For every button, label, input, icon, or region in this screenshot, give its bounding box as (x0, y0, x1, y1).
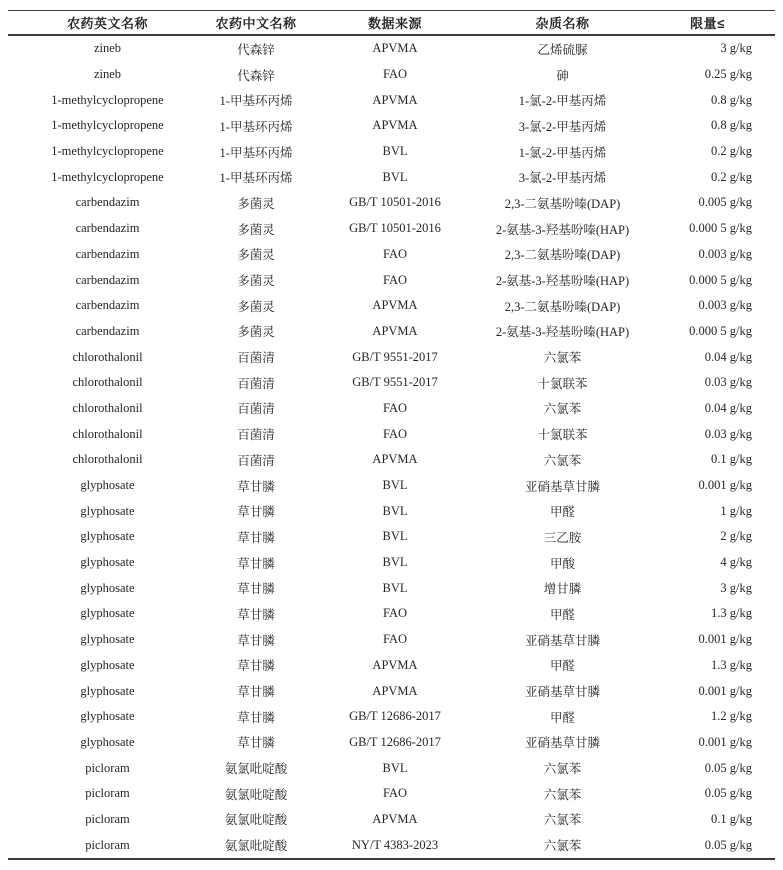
cell-pesticide-en: 1-methylcyclopropene (51, 169, 164, 184)
cell-impurity: 亚硝基草甘膦 (524, 736, 600, 751)
cell-pesticide-en: picloram (85, 760, 130, 775)
table-row (8, 216, 775, 242)
table-row (8, 370, 775, 396)
cell-source: BVL (382, 555, 408, 570)
cell-limit: 0.03 g/kg (704, 426, 752, 441)
cell-pesticide-cn: 草甘膦 (237, 479, 275, 494)
cell-source: BVL (382, 580, 408, 595)
cell-source: BVL (382, 529, 408, 544)
cell-source: FAO (382, 786, 408, 801)
cell-limit: 0.001 g/kg (698, 478, 752, 493)
table-row (8, 601, 775, 627)
table-row (8, 704, 775, 730)
cell-limit: 0.005 g/kg (698, 195, 752, 210)
cell-pesticide-cn: 草甘膦 (237, 582, 275, 597)
cell-source: GB/T 12686-2017 (349, 734, 441, 749)
cell-source: FAO (382, 426, 408, 441)
cell-impurity: 甲醛 (549, 607, 575, 622)
cell-pesticide-cn: 草甘膦 (237, 710, 275, 725)
table-row (8, 498, 775, 524)
cell-impurity: 十氯联苯 (537, 428, 588, 443)
cell-source: GB/T 10501-2016 (349, 195, 441, 210)
table-row (8, 35, 775, 62)
cell-limit: 1.3 g/kg (711, 657, 752, 672)
table-row (8, 807, 775, 833)
cell-pesticide-en: carbendazim (75, 298, 140, 313)
cell-pesticide-en: carbendazim (75, 272, 140, 287)
cell-source: FAO (382, 606, 408, 621)
cell-pesticide-en: glyphosate (80, 503, 135, 518)
table-row (8, 293, 775, 319)
table-row (8, 781, 775, 807)
cell-limit: 0.04 g/kg (704, 400, 752, 415)
cell-limit: 0.05 g/kg (704, 837, 752, 852)
cell-limit: 2 g/kg (720, 529, 752, 544)
cell-source: APVMA (372, 118, 418, 133)
column-header-pesticide-cn: 农药中文名称 (215, 16, 297, 31)
table-row (8, 113, 775, 139)
cell-pesticide-en: carbendazim (75, 323, 140, 338)
cell-impurity: 甲醛 (549, 710, 575, 725)
cell-limit: 0.05 g/kg (704, 760, 752, 775)
cell-source: APVMA (372, 657, 418, 672)
cell-source: FAO (382, 632, 408, 647)
table-row (8, 832, 775, 859)
cell-source: APVMA (372, 92, 418, 107)
cell-impurity: 3-氯-2-甲基丙烯 (518, 171, 607, 186)
cell-impurity: 三乙胺 (543, 530, 582, 545)
cell-limit: 0.2 g/kg (711, 169, 752, 184)
cell-limit: 0.003 g/kg (698, 298, 752, 313)
cell-pesticide-en: glyphosate (80, 657, 135, 672)
cell-limit: 0.000 5 g/kg (689, 323, 752, 338)
cell-pesticide-en: chlorothalonil (72, 375, 143, 390)
cell-impurity: 1-氯-2-甲基丙烯 (518, 94, 607, 109)
table-row (8, 319, 775, 345)
cell-limit: 0.8 g/kg (711, 118, 752, 133)
cell-impurity: 2-氨基-3-羟基吩嗪(HAP) (495, 274, 630, 289)
cell-impurity: 六氯苯 (543, 813, 582, 828)
cell-source: GB/T 9551-2017 (352, 375, 438, 390)
cell-pesticide-en: glyphosate (80, 478, 135, 493)
cell-impurity: 六氯苯 (543, 839, 582, 854)
table-row (8, 755, 775, 781)
cell-pesticide-cn: 草甘膦 (237, 607, 275, 622)
cell-impurity: 1-氯-2-甲基丙烯 (518, 145, 607, 160)
cell-pesticide-cn: 草甘膦 (237, 505, 275, 520)
cell-pesticide-en: 1-methylcyclopropene (51, 144, 164, 159)
cell-pesticide-en: chlorothalonil (72, 452, 143, 467)
header-row (8, 11, 775, 36)
cell-pesticide-en: chlorothalonil (72, 400, 143, 415)
cell-pesticide-cn: 百菌清 (237, 453, 275, 468)
table-row (8, 627, 775, 653)
cell-pesticide-cn: 1-甲基环丙烯 (219, 171, 293, 186)
cell-pesticide-en: chlorothalonil (72, 426, 143, 441)
table-row (8, 164, 775, 190)
cell-limit: 3 g/kg (720, 580, 752, 595)
table-row (8, 421, 775, 447)
cell-impurity: 六氯苯 (543, 453, 582, 468)
cell-pesticide-cn: 草甘膦 (237, 736, 275, 751)
cell-impurity: 亚硝基草甘膦 (524, 685, 600, 700)
table-body (8, 35, 775, 859)
cell-limit: 3 g/kg (720, 41, 752, 56)
cell-pesticide-en: picloram (85, 837, 130, 852)
cell-impurity: 2,3-二氨基吩嗪(DAP) (504, 299, 621, 314)
cell-pesticide-cn: 代森锌 (237, 68, 275, 83)
cell-limit: 0.04 g/kg (704, 349, 752, 364)
table-row (8, 653, 775, 679)
cell-pesticide-cn: 1-甲基环丙烯 (219, 94, 293, 109)
cell-source: BVL (382, 760, 408, 775)
cell-pesticide-cn: 多菌灵 (237, 248, 275, 263)
cell-source: APVMA (372, 41, 418, 56)
cell-limit: 1.2 g/kg (711, 709, 752, 724)
cell-impurity: 十氯联苯 (537, 376, 588, 391)
cell-impurity: 亚硝基草甘膦 (524, 633, 600, 648)
cell-pesticide-cn: 百菌清 (237, 402, 275, 417)
cell-source: APVMA (372, 452, 418, 467)
cell-source: GB/T 10501-2016 (349, 221, 441, 236)
cell-pesticide-en: zineb (93, 67, 122, 82)
cell-limit: 0.001 g/kg (698, 683, 752, 698)
cell-source: APVMA (372, 811, 418, 826)
cell-pesticide-cn: 百菌清 (237, 351, 275, 366)
cell-pesticide-en: glyphosate (80, 555, 135, 570)
cell-impurity: 甲酸 (549, 556, 575, 571)
cell-limit: 0.001 g/kg (698, 632, 752, 647)
table-row (8, 62, 775, 88)
column-header-pesticide-en: 农药英文名称 (66, 16, 148, 31)
cell-limit: 0.05 g/kg (704, 786, 752, 801)
table-row (8, 678, 775, 704)
cell-impurity: 增甘膦 (543, 582, 582, 597)
cell-impurity: 六氯苯 (543, 787, 582, 802)
cell-limit: 4 g/kg (720, 555, 752, 570)
cell-pesticide-en: zineb (93, 41, 122, 56)
cell-pesticide-cn: 草甘膦 (237, 633, 275, 648)
cell-pesticide-en: chlorothalonil (72, 349, 143, 364)
cell-source: GB/T 12686-2017 (349, 709, 441, 724)
cell-pesticide-cn: 草甘膦 (237, 659, 275, 674)
cell-pesticide-cn: 多菌灵 (237, 325, 275, 340)
cell-source: FAO (382, 67, 408, 82)
cell-source: FAO (382, 400, 408, 415)
table-row (8, 87, 775, 113)
cell-impurity: 六氯苯 (543, 351, 582, 366)
table-row (8, 139, 775, 165)
cell-pesticide-en: glyphosate (80, 683, 135, 698)
cell-pesticide-en: glyphosate (80, 580, 135, 595)
cell-pesticide-en: carbendazim (75, 246, 140, 261)
table-row (8, 550, 775, 576)
cell-pesticide-cn: 草甘膦 (237, 685, 275, 700)
cell-pesticide-en: glyphosate (80, 632, 135, 647)
cell-limit: 0.8 g/kg (711, 92, 752, 107)
cell-source: BVL (382, 144, 408, 159)
cell-source: NY/T 4383-2023 (351, 837, 439, 852)
cell-pesticide-en: picloram (85, 811, 130, 826)
cell-source: APVMA (372, 683, 418, 698)
cell-source: FAO (382, 246, 408, 261)
cell-impurity: 砷 (556, 68, 569, 83)
cell-limit: 0.2 g/kg (711, 144, 752, 159)
table-row (8, 524, 775, 550)
cell-source: BVL (382, 169, 408, 184)
cell-pesticide-en: glyphosate (80, 606, 135, 621)
cell-impurity: 甲醛 (549, 659, 575, 674)
cell-pesticide-cn: 代森锌 (237, 42, 275, 57)
table-row (8, 190, 775, 216)
cell-pesticide-cn: 1-甲基环丙烯 (219, 145, 293, 160)
cell-source: APVMA (372, 323, 418, 338)
cell-pesticide-en: glyphosate (80, 709, 135, 724)
cell-pesticide-cn: 氨氯吡啶酸 (224, 839, 288, 854)
table-row (8, 730, 775, 756)
table-row (8, 396, 775, 422)
table-row (8, 473, 775, 499)
cell-pesticide-cn: 1-甲基环丙烯 (219, 119, 293, 134)
cell-source: GB/T 9551-2017 (352, 349, 438, 364)
cell-limit: 0.001 g/kg (698, 734, 752, 749)
cell-impurity: 3-氯-2-甲基丙烯 (518, 119, 607, 134)
table-row (8, 447, 775, 473)
cell-pesticide-cn: 氨氯吡啶酸 (224, 762, 288, 777)
cell-limit: 0.000 5 g/kg (689, 272, 752, 287)
cell-impurity: 2,3-二氨基吩嗪(DAP) (504, 196, 621, 211)
cell-pesticide-cn: 百菌清 (237, 428, 275, 443)
cell-impurity: 2-氨基-3-羟基吩嗪(HAP) (495, 325, 630, 340)
cell-impurity: 六氯苯 (543, 762, 582, 777)
cell-impurity: 甲醛 (549, 505, 575, 520)
cell-pesticide-en: picloram (85, 786, 130, 801)
cell-pesticide-cn: 多菌灵 (237, 222, 275, 237)
cell-limit: 0.1 g/kg (711, 811, 752, 826)
cell-impurity: 乙烯硫脲 (537, 42, 588, 57)
cell-pesticide-cn: 草甘膦 (237, 530, 275, 545)
cell-impurity: 亚硝基草甘膦 (524, 479, 600, 494)
cell-limit: 1 g/kg (720, 503, 752, 518)
cell-limit: 0.000 5 g/kg (689, 221, 752, 236)
cell-pesticide-en: carbendazim (75, 221, 140, 236)
cell-source: APVMA (372, 298, 418, 313)
cell-pesticide-cn: 草甘膦 (237, 556, 275, 571)
cell-pesticide-en: carbendazim (75, 195, 140, 210)
table-row (8, 242, 775, 268)
cell-source: FAO (382, 272, 408, 287)
cell-impurity: 2-氨基-3-羟基吩嗪(HAP) (495, 222, 630, 237)
cell-pesticide-cn: 多菌灵 (237, 196, 275, 211)
cell-impurity: 六氯苯 (543, 402, 582, 417)
cell-pesticide-cn: 多菌灵 (237, 274, 275, 289)
cell-impurity: 2,3-二氨基吩嗪(DAP) (504, 248, 621, 263)
cell-limit: 1.3 g/kg (711, 606, 752, 621)
column-header-impurity: 杂质名称 (535, 16, 590, 31)
cell-limit: 0.003 g/kg (698, 246, 752, 261)
cell-limit: 0.25 g/kg (704, 67, 752, 82)
table-row (8, 267, 775, 293)
table-row (8, 344, 775, 370)
cell-pesticide-cn: 百菌清 (237, 376, 275, 391)
cell-pesticide-cn: 氨氯吡啶酸 (224, 813, 288, 828)
cell-pesticide-cn: 多菌灵 (237, 299, 275, 314)
pesticide-impurity-limits-table-wrap (8, 10, 775, 860)
pesticide-impurity-limits-table (8, 10, 775, 860)
table-row (8, 575, 775, 601)
cell-limit: 0.1 g/kg (711, 452, 752, 467)
column-header-limit: 限量≤ (690, 16, 725, 31)
cell-pesticide-en: 1-methylcyclopropene (51, 92, 164, 107)
cell-source: BVL (382, 503, 408, 518)
cell-pesticide-en: glyphosate (80, 734, 135, 749)
cell-pesticide-en: 1-methylcyclopropene (51, 118, 164, 133)
cell-pesticide-cn: 氨氯吡啶酸 (224, 787, 288, 802)
cell-source: BVL (382, 478, 408, 493)
cell-limit: 0.03 g/kg (704, 375, 752, 390)
table-header (8, 11, 775, 36)
column-header-source: 数据来源 (367, 16, 422, 31)
cell-pesticide-en: glyphosate (80, 529, 135, 544)
